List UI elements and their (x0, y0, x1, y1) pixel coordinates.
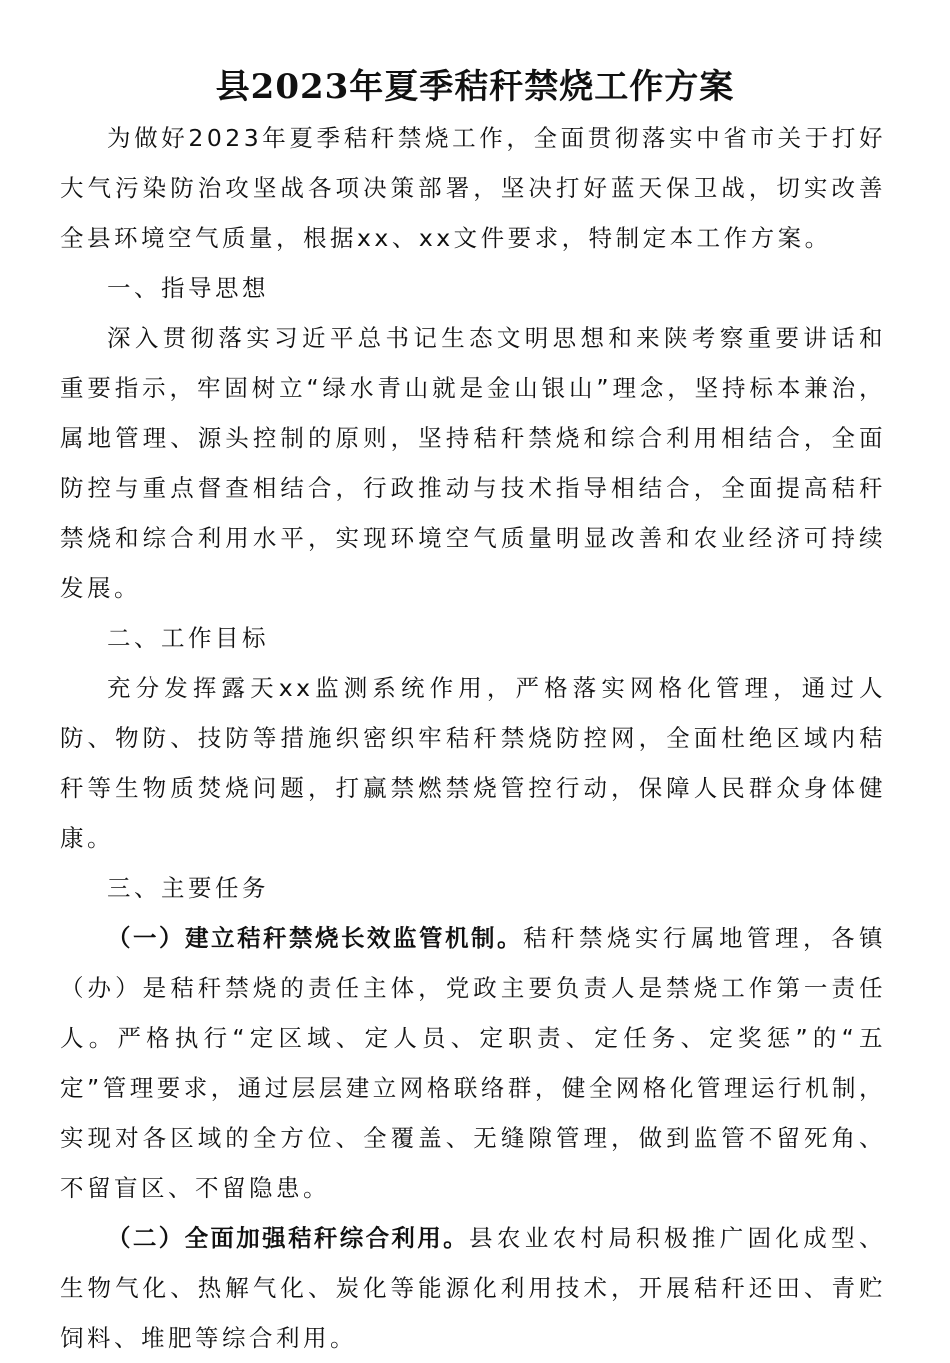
task-item-2-text: 县农业农村局积极推广固化成型、生物气化、热解气化、炭化等能源化利用技术，开展秸秆还田、青贮饲料、堆肥等综合利用。 (60, 1224, 886, 1352)
task-item-1-lead: （一）建立秸秆禁烧长效监管机制。 (107, 924, 523, 952)
task-item-1 (60, 913, 886, 1213)
document-body (60, 113, 886, 1363)
guiding-ideology-paragraph: 深入贯彻落实习近平总书记生态文明思想和来陕考察重要讲话和重要指示，牢固树立“绿水青山就是金山银山”理念，坚持标本兼治，属地管理、源头控制的原则，坚持秸秆禁烧和综合利用相结合，全面防控与重点督查相结合，行政推动与技术指导相结合，全面提高秸秆禁烧和综合利用水平，实现环境空气质量明显改善和农业经济可持续发展。 (60, 324, 886, 602)
task-item-2 (60, 1213, 886, 1363)
section-heading-guiding-ideology: 一、指导思想 (107, 274, 269, 302)
task-item-1-text: 秸秆禁烧实行属地管理，各镇（办）是秸秆禁烧的责任主体，党政主要负责人是禁烧工作第一责任人。严格执行“定区域、定人员、定职责、定任务、定奖惩”的“五定”管理要求，通过层层建立网格联络群，健全网格化管理运行机制，实现对各区域的全方位、全覆盖、无缝隙管理，做到监管不留死角、不留盲区、不留隐患。 (60, 924, 886, 1202)
task-item-2-lead: （二）全面加强秸秆综合利用。 (107, 1224, 469, 1252)
section-heading-work-goals: 二、工作目标 (107, 624, 269, 652)
section-heading-main-tasks: 三、主要任务 (107, 874, 269, 902)
work-goals-paragraph: 充分发挥露天xx监测系统作用，严格落实网格化管理，通过人防、物防、技防等措施织密织牢秸秆禁烧防控网，全面杜绝区域内秸秆等生物质焚烧问题，打赢禁燃禁烧管控行动，保障人民群众身体健康。 (60, 674, 886, 852)
document-title: 县2023年夏季秸秆禁烧工作方案 (215, 67, 735, 107)
intro-paragraph: 为做好2023年夏季秸秆禁烧工作，全面贯彻落实中省市关于打好大气污染防治攻坚战各项决策部署，坚决打好蓝天保卫战，切实改善全县环境空气质量，根据xx、xx文件要求，特制定本工作方案。 (60, 124, 886, 252)
